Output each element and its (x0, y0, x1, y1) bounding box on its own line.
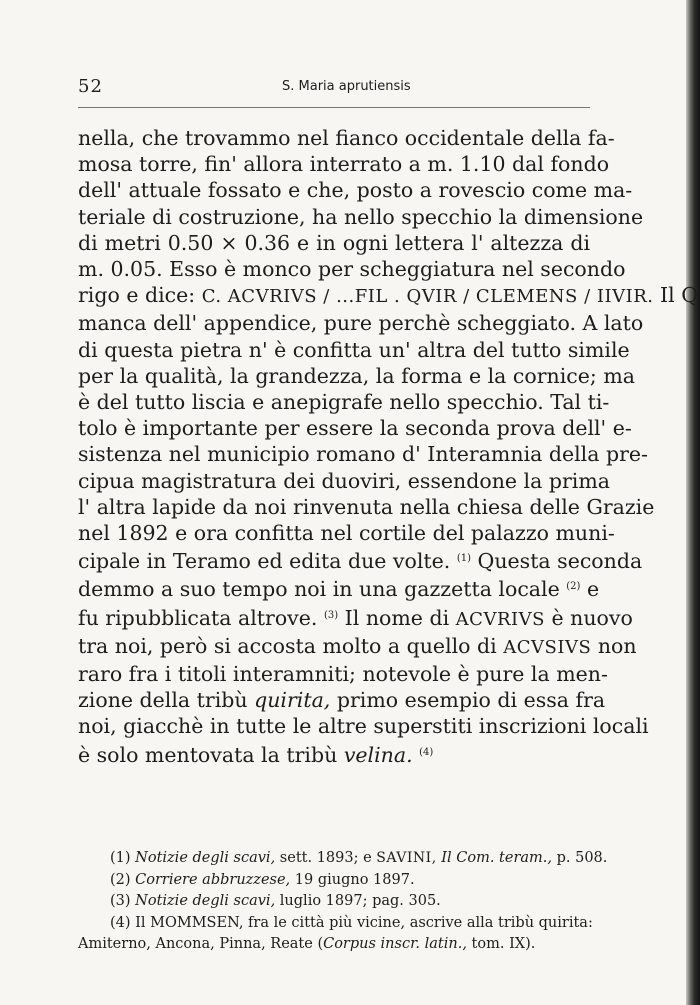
footnote-1 (78, 848, 608, 870)
running-title: S. Maria aprutiensis (282, 79, 411, 94)
body-line: di questa pietra n' è confitta un' altra del tutto simile (78, 337, 630, 362)
footnote-mark: (3) (110, 893, 131, 910)
footnote-text: Il MOMMSEN, fra le città più vicine, ascrive alla tribù quirita: (135, 914, 593, 931)
page-binding-edge (686, 0, 700, 1005)
inscription-text: C. ACVRIVS / ...FIL . QVIR / CLEMENS / IIVIR. (201, 286, 654, 308)
footnote-text: p. 508. (556, 850, 608, 866)
body-line: mosa torre, fin' allora interrato a m. 1.10 dal fondo (78, 152, 610, 177)
footnote-ref-2: (2) (566, 581, 581, 593)
body-line: raro fra i titoli interamniti; notevole è pure la men- (78, 662, 608, 687)
inscription-prefix: rigo e dice: (78, 283, 196, 308)
footnote-ref-3: (3) (323, 609, 339, 621)
footnote-title: Il Com. teram., (441, 850, 552, 866)
footnote-text: sett. 1893; e (279, 850, 372, 866)
footnote-title: Notizie degli scavi, (135, 893, 276, 910)
body-line-inscription (78, 282, 699, 310)
body-fragment: e (586, 577, 600, 602)
body-line (78, 687, 606, 713)
term-velina: velina. (343, 742, 413, 767)
body-fragment: cipale in Teramo ed edita due volte. (78, 549, 451, 574)
body-fragment: tra noi, però si accosta molto a quello di (78, 633, 497, 658)
header-rule (78, 107, 590, 108)
body-line: l' altra lapide da noi rinvenuta nella chiesa delle Grazie (78, 494, 655, 519)
footnote-text: luglio 1897; pag. 305. (279, 893, 441, 910)
body-fragment: è solo mentovata la tribù (78, 742, 338, 767)
footnote-3 (78, 891, 590, 913)
footnote-text: Amiterno, Ancona, Pinna, Reate ( (78, 936, 324, 953)
footnote-mark: (2) (110, 871, 131, 888)
body-line: di metri 0.50 × 0.36 e in ogni lettera l' altezza di (78, 230, 590, 255)
body-line (78, 740, 590, 768)
body-fragment: fu ripubblicata altrove. (78, 605, 318, 630)
body-line: noi, giacchè in tutte le altre superstiti inscrizioni locali (78, 714, 649, 739)
body-fragment: è nuovo (551, 605, 633, 630)
footnote-author: SAVINI, (376, 850, 437, 866)
inscription-suffix: Il Q (660, 283, 699, 308)
body-fragment: primo esempio di essa fra (336, 688, 606, 713)
body-line (78, 633, 637, 661)
footnote-2 (78, 870, 590, 892)
body-fragment: Questa seconda (477, 549, 643, 574)
footnote-text: tom. IX). (471, 936, 536, 953)
body-line: è del tutto liscia e anepigrafe nello specchio. Tal ti- (78, 390, 610, 415)
body-line (78, 546, 643, 574)
footnote-4 (78, 913, 593, 935)
body-line (78, 603, 633, 633)
body-fragment: Il nome di (344, 605, 450, 630)
body-fragment: zione della tribù (78, 688, 248, 713)
body-fragment: demmo a suo tempo noi in una gazzetta locale (78, 577, 560, 602)
body-text (78, 125, 699, 768)
footnote-mark: (1) (110, 850, 131, 866)
page-number: 52 (78, 76, 103, 97)
footnote-title: Corriere abbruzzese, (135, 871, 291, 888)
name-acvrivs: ACVRIVS (455, 608, 545, 630)
footnote-ref-4: (4) (419, 746, 434, 758)
body-line: per la qualità, la grandezza, la forma e la cornice; ma (78, 363, 635, 388)
body-line: nel 1892 e ora confitta nel cortile del palazzo muni- (78, 521, 615, 546)
name-acvsivs: ACVSIVS (503, 636, 592, 658)
body-line: m. 0.05. Esso è monco per scheggiatura nel secondo (78, 257, 626, 282)
body-line: teriale di costruzione, ha nello specchio la dimensione (78, 204, 644, 229)
footnote-4-continued (78, 934, 590, 956)
body-line (78, 574, 600, 602)
running-header (78, 76, 590, 104)
body-line: cipua magistratura dei duoviri, essendone la prima (78, 468, 610, 493)
footnote-mark: (4) (110, 914, 131, 931)
term-quirita: quirita, (254, 688, 331, 713)
body-line: manca dell' appendice, pure perchè scheggiato. A lato (78, 311, 644, 336)
footnotes (78, 848, 608, 956)
body-line: dell' attuale fossato e che, posto a rovescio come ma- (78, 178, 633, 203)
body-line: nella, che trovammo nel fianco occidentale della fa- (78, 126, 615, 150)
body-line: sistenza nel municipio romano d' Interamnia della pre- (78, 442, 648, 467)
footnote-title: Corpus inscr. latin., (323, 936, 467, 953)
footnote-text: 19 giugno 1897. (294, 871, 415, 888)
body-fragment: non (597, 633, 637, 658)
footnote-title: Notizie degli scavi, (135, 850, 276, 866)
body-line: tolo è importante per essere la seconda prova dell' e- (78, 416, 632, 441)
footnote-ref-1: (1) (456, 553, 471, 565)
